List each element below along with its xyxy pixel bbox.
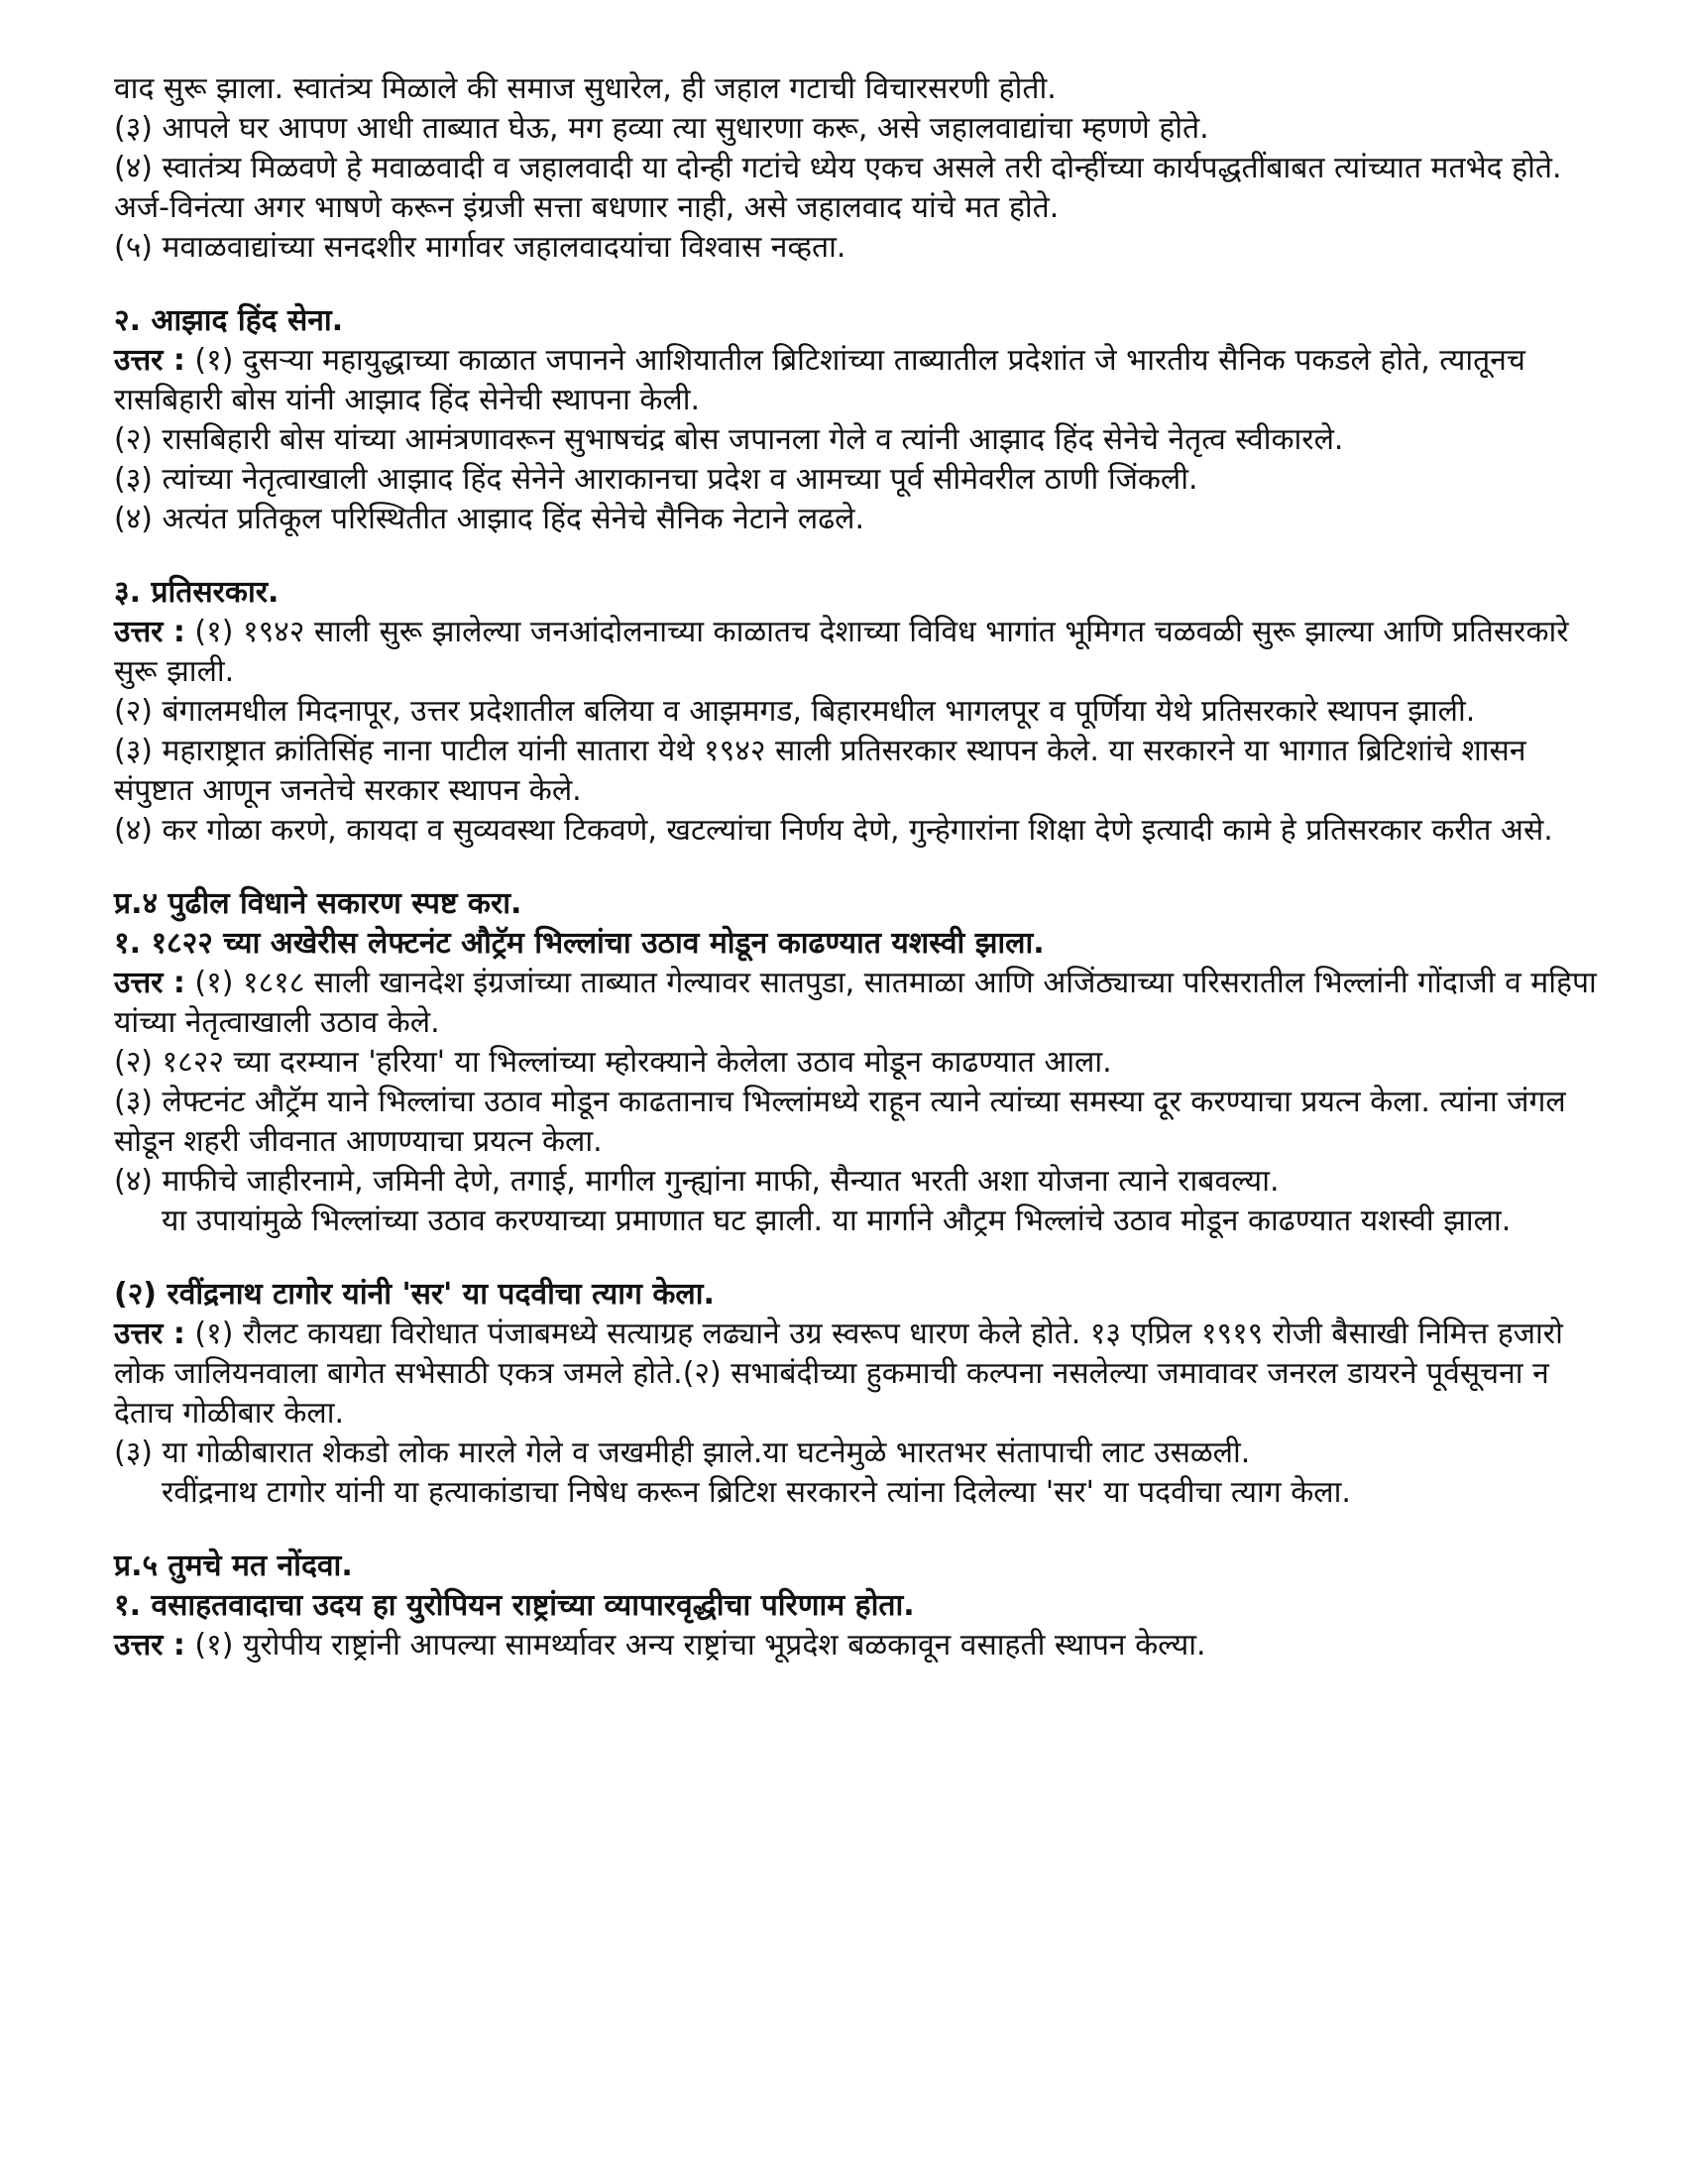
answer-paragraph: [114, 1626, 1601, 1666]
body-paragraph: (३) महाराष्ट्रात क्रांतिसिंह नाना पाटील यांनी सातारा येथे १९४२ साली प्रतिसरकार स्थापन केले. या सरकारने या भागात ब्रिटिशांचे शासन संपुष्टात आणून जनतेचे सरकार स्थापन केले.: [114, 734, 1526, 808]
body-paragraph: (२) रासबिहारी बोस यांच्या आमंत्रणावरून सुभाषचंद्र बोस जपानला गेले व त्यांनी आझाद हिंद सेनेचे नेतृत्व स्वीकारले.: [114, 422, 1344, 457]
body-paragraph: (२) १८२२ च्या दरम्यान 'हरिया' या भिल्लांच्या म्होरक्याने केलेला उठाव मोडून काढण्यात आला.: [114, 1045, 1112, 1080]
answer-text: (१) १८१८ साली खानदेश इंग्रजांच्या ताब्यात गेल्यावर सातपुडा, सातमाळा आणि अजिंठ्याच्या परिसरातील भिल्लांनी गोंदाजी व महिपा यांच्या नेतृत्वाखाली उठाव केले.: [114, 966, 1597, 1040]
body-paragraph: (३) त्यांच्या नेतृत्वाखाली आझाद हिंद सेनेने आराकानचा प्रदेश व आमच्या पूर्व सीमेवरील ठाणी जिंकली.: [114, 462, 1198, 497]
question-heading: (२) रवींद्रनाथ टागोर यांनी 'सर' या पदवीचा त्याग केला.: [114, 1277, 715, 1312]
body-paragraph: (४) स्वातंत्र्य मिळवणे हे मवाळवादी व जहालवादी या दोन्ही गटांचे ध्येय एकच असले तरी दोन्हींच्या कार्यपद्धतींबाबत त्यांच्यात मतभेद होते. अर्ज-विनंत्या अगर भाषणे करून इंग्रजी सत्ता बधणार नाही, असे जहालवाद यांचे मत होते.: [114, 151, 1562, 225]
question-heading: प्र.५ तुमचे मत नोंदवा.: [114, 1549, 353, 1583]
answer-label: उत्तर :: [114, 343, 185, 378]
body-paragraph: (३) आपले घर आपण आधी ताब्यात घेऊ, मग हव्या त्या सुधारणा करू, असे जहालवाद्यांचा म्हणणे होते.: [114, 111, 1209, 146]
paragraph-gap: [114, 539, 1601, 573]
question-heading: १. १८२२ च्या अखेरीस लेफ्टनंट औट्रॅम भिल्लांचा उठाव मोडून काढण्यात यशस्वी झाला.: [114, 926, 1045, 961]
body-paragraph: (३) लेफ्टनंट औट्रॅम याने भिल्लांचा उठाव मोडून काढतानाच भिल्लांमध्ये राहून त्याने त्यांच्या समस्या दूर करण्याचा प्रयत्न केला. त्यांना जंगल सोडून शहरी जीवनात आणण्याचा प्रयत्न केला.: [114, 1085, 1566, 1159]
answer-label: उत्तर :: [114, 1628, 185, 1663]
answer-text: (१) रौलट कायद्या विरोधात पंजाबमध्ये सत्याग्रह लढ्याने उग्र स्वरूप धारण केले होते. १३ एप्रिल १९१९ रोजी बैसाखी निमित्त हजारो लोक जालियनवाला बागेत सभेसाठी एकत्र जमले होते.(२) सभाबंदीच्या हुकमाची कल्पना नसलेल्या जमावावर जनरल डायरने पूर्वसूचना न देताच गोळीबार केला.: [114, 1317, 1563, 1431]
body-paragraph: (४) अत्यंत प्रतिकूल परिस्थितीत आझाद हिंद सेनेचे सैनिक नेटाने लढले.: [114, 502, 865, 536]
body-paragraph: (५) मवाळवाद्यांच्या सनदशीर मार्गावर जहालवादयांचा विश्वास नव्हता.: [114, 230, 846, 265]
question-heading: प्र.४ पुढील विधाने सकारण स्पष्ट करा.: [114, 886, 522, 921]
body-paragraph: वाद सुरू झाला. स्वातंत्र्य मिळाले की समाज सुधारेल, ही जहाल गटाची विचारसरणी होती.: [114, 71, 1057, 106]
answer-paragraph: [114, 1315, 1601, 1434]
answer-paragraph: [114, 613, 1601, 692]
answer-label: उत्तर :: [114, 615, 185, 649]
body-paragraph: रवींद्रनाथ टागोर यांनी या हत्याकांडाचा निषेध करून ब्रिटिश सरकारने त्यांना दिलेल्या 'सर' या पदवीचा त्याग केला.: [162, 1475, 1351, 1510]
answer-paragraph: [114, 964, 1601, 1043]
document-page: [114, 69, 1601, 1666]
answer-paragraph: [114, 341, 1601, 420]
body-paragraph: (४) कर गोळा करणे, कायदा व सुव्यवस्था टिकवणे, खटल्यांचा निर्णय देणे, गुन्हेगारांना शिक्षा देणे इत्यादी कामे हे प्रतिसरकार करीत असे.: [114, 813, 1553, 848]
paragraph-gap: [114, 1513, 1601, 1547]
answer-label: उत्तर :: [114, 966, 185, 1000]
paragraph-gap: [114, 268, 1601, 301]
body-paragraph: (४) माफीचे जाहीरनामे, जमिनी देणे, तगाई, मागील गुन्ह्यांना माफी, सैन्यात भरती अशा योजना त्याने राबवल्या.: [114, 1164, 1280, 1199]
answer-text: (१) १९४२ साली सुरू झालेल्या जनआंदोलनाच्या काळातच देशाच्या विविध भागांत भूमिगत चळवळी सुरू झाल्या आणि प्रतिसरकारे सुरू झाली.: [114, 615, 1569, 689]
answer-label: उत्तर :: [114, 1317, 185, 1351]
body-paragraph: या उपायांमुळे भिल्लांच्या उठाव करण्याच्या प्रमाणात घट झाली. या मार्गाने औट्रम भिल्लांचे उठाव मोडून काढण्यात यशस्वी झाला.: [162, 1204, 1512, 1238]
body-paragraph: (३) या गोळीबारात शेकडो लोक मारले गेले व जखमीही झाले.या घटनेमुळे भारतभर संतापाची लाट उसळली.: [114, 1436, 1251, 1470]
answer-text: (१) युरोपीय राष्ट्रांनी आपल्या सामर्थ्यावर अन्य राष्ट्रांचा भूप्रदेश बळकावून वसाहती स्थापन केल्या.: [184, 1628, 1206, 1663]
body-paragraph: (२) बंगालमधील मिदनापूर, उत्तर प्रदेशातील बलिया व आझमगड, बिहारमधील भागलपूर व पूर्णिया येथे प्रतिसरकारे स्थापन झाली.: [114, 694, 1476, 729]
question-heading: १. वसाहतवादाचा उदय हा युरोपियन राष्ट्रांच्या व्यापारवृद्धीचा परिणाम होता.: [114, 1588, 915, 1623]
paragraph-gap: [114, 851, 1601, 884]
paragraph-gap: [114, 1241, 1601, 1275]
answer-text: (१) दुसऱ्या महायुद्धाच्या काळात जपानने आशियातील ब्रिटिशांच्या ताब्यातील प्रदेशांत जे भारतीय सैनिक पकडले होते, त्यातूनच रासबिहारी बोस यांनी आझाद हिंद सेनेची स्थापना केली.: [114, 343, 1525, 417]
question-heading: ३. प्रतिसरकार.: [114, 575, 280, 610]
question-heading: २. आझाद हिंद सेना.: [114, 303, 344, 338]
